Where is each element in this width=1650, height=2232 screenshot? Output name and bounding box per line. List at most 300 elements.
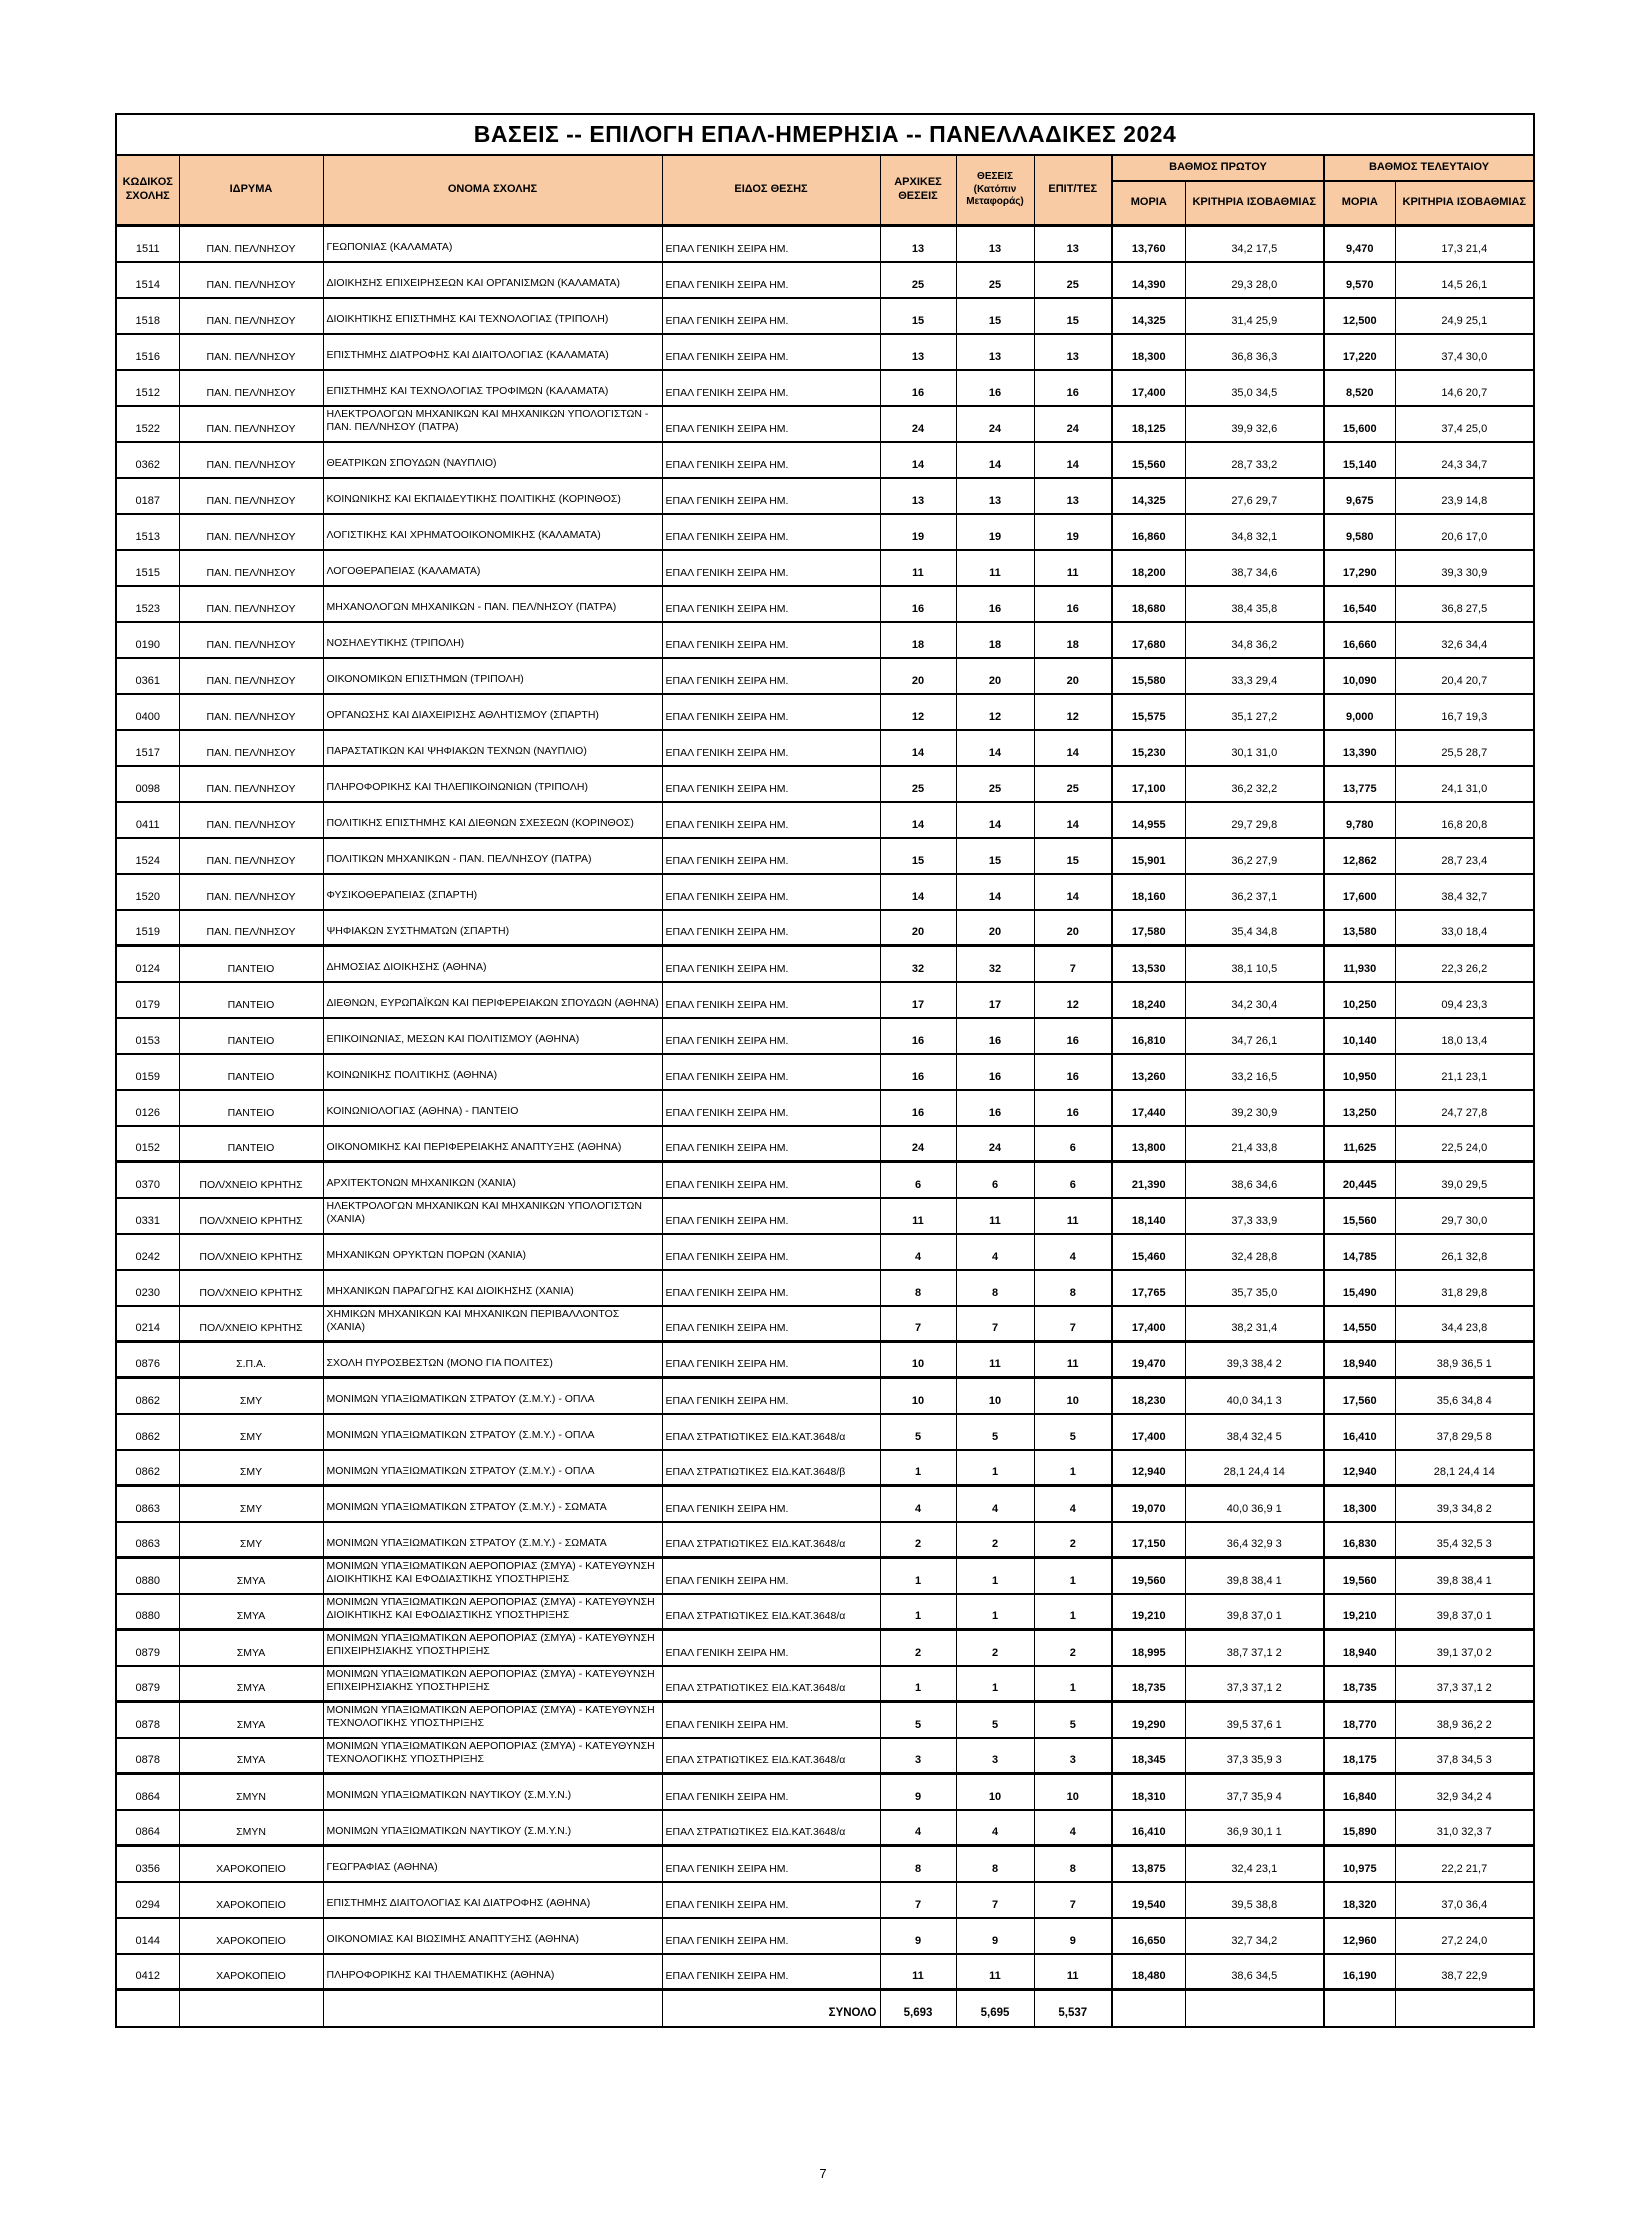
cell-last-moria: 16,190: [1324, 1954, 1395, 1990]
cell-first-criteria: 40,0 34,1 3: [1185, 1378, 1324, 1414]
cell-initial-seats: 14: [880, 442, 956, 478]
cell-school-code: 1514: [116, 262, 179, 298]
cell-initial-seats: 1: [880, 1558, 956, 1594]
cell-first-moria: 16,650: [1112, 1918, 1185, 1954]
cell-transfer-seats: 15: [956, 298, 1034, 334]
cell-initial-seats: 2: [880, 1522, 956, 1558]
cell-last-moria: 12,500: [1324, 298, 1395, 334]
cell-institution: ΠΑΝ. ΠΕΛ/ΝΗΣΟΥ: [179, 766, 323, 802]
table-row: [116, 1594, 1534, 1630]
cell-seat-type: ΕΠΑΛ ΓΕΝΙΚΗ ΣΕΙΡΑ ΗΜ.: [662, 1306, 880, 1342]
cell-school-code: 1511: [116, 226, 179, 262]
table-row: [116, 838, 1534, 874]
cell-seat-type: ΕΠΑΛ ΓΕΝΙΚΗ ΣΕΙΡΑ ΗΜ.: [662, 1558, 880, 1594]
cell-first-criteria: 37,3 35,9 3: [1185, 1738, 1324, 1774]
cell-institution: ΣΜΥΑ: [179, 1594, 323, 1630]
table-row: [116, 1702, 1534, 1738]
cell-first-criteria: 38,4 32,4 5: [1185, 1414, 1324, 1450]
cell-initial-seats: 2: [880, 1630, 956, 1666]
cell-school-code: 0159: [116, 1054, 179, 1090]
cell-school-name: ΠΟΛΙΤΙΚΗΣ ΕΠΙΣΤΗΜΗΣ ΚΑΙ ΔΙΕΘΝΩΝ ΣΧΕΣΕΩΝ (ΚΟΡΙΝΘΟΣ): [323, 802, 662, 838]
cell-school-name: ΕΠΙΣΤΗΜΗΣ ΚΑΙ ΤΕΧΝΟΛΟΓΙΑΣ ΤΡΟΦΙΜΩΝ (ΚΑΛΑΜΑΤΑ): [323, 370, 662, 406]
cell-admitted: 14: [1034, 442, 1112, 478]
cell-school-name: ΠΛΗΡΟΦΟΡΙΚΗΣ ΚΑΙ ΤΗΛΕΠΙΚΟΙΝΩΝΙΩΝ (ΤΡΙΠΟΛΗ): [323, 766, 662, 802]
cell-last-moria: 9,000: [1324, 694, 1395, 730]
table-row: [116, 1270, 1534, 1306]
cell-seat-type: ΕΠΑΛ ΓΕΝΙΚΗ ΣΕΙΡΑ ΗΜ.: [662, 550, 880, 586]
cell-seat-type: ΕΠΑΛ ΓΕΝΙΚΗ ΣΕΙΡΑ ΗΜ.: [662, 838, 880, 874]
cell-last-criteria: 38,9 36,5 1: [1395, 1342, 1534, 1378]
cell-school-code: 0862: [116, 1414, 179, 1450]
cell-first-criteria: 38,7 34,6: [1185, 550, 1324, 586]
cell-school-name: ΛΟΓΟΘΕΡΑΠΕΙΑΣ (ΚΑΛΑΜΑΤΑ): [323, 550, 662, 586]
cell-last-moria: 13,580: [1324, 910, 1395, 946]
cell-last-criteria: 38,9 36,2 2: [1395, 1702, 1534, 1738]
cell-admitted: 5: [1034, 1414, 1112, 1450]
cell-last-criteria: 32,6 34,4: [1395, 622, 1534, 658]
cell-admitted: 16: [1034, 1090, 1112, 1126]
cell-school-code: 0242: [116, 1234, 179, 1270]
cell-admitted: 20: [1034, 658, 1112, 694]
cell-last-moria: 17,600: [1324, 874, 1395, 910]
cell-last-criteria: 37,4 30,0: [1395, 334, 1534, 370]
cell-first-criteria: 32,4 23,1: [1185, 1846, 1324, 1882]
cell-institution: ΠΑΝ. ΠΕΛ/ΝΗΣΟΥ: [179, 406, 323, 442]
cell-initial-seats: 7: [880, 1306, 956, 1342]
cell-last-criteria: 32,9 34,2 4: [1395, 1774, 1534, 1810]
cell-last-moria: 10,950: [1324, 1054, 1395, 1090]
cell-first-criteria: 32,7 34,2: [1185, 1918, 1324, 1954]
cell-school-code: 1519: [116, 910, 179, 946]
cell-seat-type: ΕΠΑΛ ΣΤΡΑΤΙΩΤΙΚΕΣ ΕΙΔ.ΚΑΤ.3648/α: [662, 1594, 880, 1630]
cell-initial-seats: 25: [880, 262, 956, 298]
cell-institution: ΠΑΝΤΕΙΟ: [179, 1126, 323, 1162]
cell-first-moria: 16,410: [1112, 1810, 1185, 1846]
cell-first-criteria: 39,8 38,4 1: [1185, 1558, 1324, 1594]
cell-last-criteria: 39,8 38,4 1: [1395, 1558, 1534, 1594]
cell-seat-type: ΕΠΑΛ ΓΕΝΙΚΗ ΣΕΙΡΑ ΗΜ.: [662, 1918, 880, 1954]
cell-transfer-seats: 25: [956, 766, 1034, 802]
cell-institution: ΣΜΥ: [179, 1522, 323, 1558]
cell-last-criteria: 39,0 29,5: [1395, 1162, 1534, 1198]
cell-last-moria: 16,410: [1324, 1414, 1395, 1450]
cell-school-code: 0863: [116, 1522, 179, 1558]
cell-transfer-seats: 24: [956, 1126, 1034, 1162]
cell-institution: ΠΟΛ/ΧΝΕΙΟ ΚΡΗΤΗΣ: [179, 1306, 323, 1342]
cell-institution: ΠΟΛ/ΧΝΕΙΟ ΚΡΗΤΗΣ: [179, 1270, 323, 1306]
cell-first-moria: 18,680: [1112, 586, 1185, 622]
cell-school-code: 0331: [116, 1198, 179, 1234]
cell-transfer-seats: 5: [956, 1414, 1034, 1450]
cell-transfer-seats: 15: [956, 838, 1034, 874]
cell-first-moria: 18,300: [1112, 334, 1185, 370]
cell-first-moria: 17,150: [1112, 1522, 1185, 1558]
cell-transfer-seats: 16: [956, 586, 1034, 622]
cell-first-criteria: 33,3 29,4: [1185, 658, 1324, 694]
cell-transfer-seats: 14: [956, 802, 1034, 838]
cell-last-moria: 16,660: [1324, 622, 1395, 658]
cell-last-moria: 16,840: [1324, 1774, 1395, 1810]
header-transfer-line3: Μεταφοράς): [966, 196, 1024, 208]
cell-school-code: 1517: [116, 730, 179, 766]
cell-last-criteria: 27,2 24,0: [1395, 1918, 1534, 1954]
cell-initial-seats: 11: [880, 1954, 956, 1990]
cell-first-moria: 15,460: [1112, 1234, 1185, 1270]
cell-school-code: 1524: [116, 838, 179, 874]
cell-first-criteria: 36,2 32,2: [1185, 766, 1324, 802]
cell-admitted: 11: [1034, 1198, 1112, 1234]
cell-last-moria: 9,780: [1324, 802, 1395, 838]
cell-school-code: 0356: [116, 1846, 179, 1882]
cell-first-moria: 18,345: [1112, 1738, 1185, 1774]
cell-seat-type: ΕΠΑΛ ΣΤΡΑΤΙΩΤΙΚΕΣ ΕΙΔ.ΚΑΤ.3648/α: [662, 1738, 880, 1774]
cell-school-code: 0879: [116, 1666, 179, 1702]
cell-first-criteria: 28,7 33,2: [1185, 442, 1324, 478]
cell-last-criteria: 24,3 34,7: [1395, 442, 1534, 478]
cell-first-moria: 14,390: [1112, 262, 1185, 298]
header-row-1: [116, 155, 1534, 181]
cell-school-code: 0144: [116, 1918, 179, 1954]
cell-seat-type: ΕΠΑΛ ΓΕΝΙΚΗ ΣΕΙΡΑ ΗΜ.: [662, 1234, 880, 1270]
cell-transfer-seats: 20: [956, 910, 1034, 946]
cell-institution: ΠΑΝ. ΠΕΛ/ΝΗΣΟΥ: [179, 658, 323, 694]
cell-first-moria: 17,400: [1112, 1414, 1185, 1450]
cell-institution: ΣΜΥΑ: [179, 1630, 323, 1666]
cell-seat-type: ΕΠΑΛ ΓΕΝΙΚΗ ΣΕΙΡΑ ΗΜ.: [662, 1270, 880, 1306]
cell-first-moria: 14,325: [1112, 478, 1185, 514]
cell-school-code: 0878: [116, 1702, 179, 1738]
cell-school-name: ΜΟΝΙΜΩΝ ΥΠΑΞΙΩΜΑΤΙΚΩΝ ΝΑΥΤΙΚΟΥ (Σ.Μ.Υ.Ν.): [323, 1774, 662, 1810]
cell-initial-seats: 13: [880, 226, 956, 262]
table-row: [116, 694, 1534, 730]
cell-institution: ΠΑΝ. ΠΕΛ/ΝΗΣΟΥ: [179, 514, 323, 550]
cell-school-name: ΜΟΝΙΜΩΝ ΥΠΑΞΙΩΜΑΤΙΚΩΝ ΝΑΥΤΙΚΟΥ (Σ.Μ.Υ.Ν.): [323, 1810, 662, 1846]
cell-admitted: 25: [1034, 262, 1112, 298]
total-empty-first-criteria: [1185, 1990, 1324, 2027]
cell-admitted: 8: [1034, 1270, 1112, 1306]
cell-institution: ΠΑΝ. ΠΕΛ/ΝΗΣΟΥ: [179, 730, 323, 766]
table-row: [116, 874, 1534, 910]
cell-school-code: 1520: [116, 874, 179, 910]
cell-first-criteria: 38,7 37,1 2: [1185, 1630, 1324, 1666]
cell-initial-seats: 11: [880, 1198, 956, 1234]
cell-last-criteria: 24,7 27,8: [1395, 1090, 1534, 1126]
table-row: [116, 1666, 1534, 1702]
cell-institution: ΣΜΥ: [179, 1414, 323, 1450]
cell-last-criteria: 31,8 29,8: [1395, 1270, 1534, 1306]
cell-first-moria: 19,210: [1112, 1594, 1185, 1630]
cell-school-code: 0862: [116, 1378, 179, 1414]
header-last-moria: ΜΟΡΙΑ: [1324, 181, 1395, 226]
cell-last-criteria: 31,0 32,3 7: [1395, 1810, 1534, 1846]
cell-institution: ΠΑΝ. ΠΕΛ/ΝΗΣΟΥ: [179, 802, 323, 838]
cell-last-moria: 14,550: [1324, 1306, 1395, 1342]
cell-school-code: 1523: [116, 586, 179, 622]
table-row: [116, 1738, 1534, 1774]
cell-initial-seats: 10: [880, 1342, 956, 1378]
cell-seat-type: ΕΠΑΛ ΓΕΝΙΚΗ ΣΕΙΡΑ ΗΜ.: [662, 1774, 880, 1810]
cell-seat-type: ΕΠΑΛ ΓΕΝΙΚΗ ΣΕΙΡΑ ΗΜ.: [662, 802, 880, 838]
total-empty-first-moria: [1112, 1990, 1185, 2027]
table-row: [116, 226, 1534, 262]
cell-initial-seats: 13: [880, 478, 956, 514]
cell-transfer-seats: 11: [956, 550, 1034, 586]
cell-admitted: 14: [1034, 802, 1112, 838]
cell-seat-type: ΕΠΑΛ ΓΕΝΙΚΗ ΣΕΙΡΑ ΗΜ.: [662, 622, 880, 658]
cell-admitted: 7: [1034, 946, 1112, 982]
cell-first-moria: 18,995: [1112, 1630, 1185, 1666]
cell-seat-type: ΕΠΑΛ ΓΕΝΙΚΗ ΣΕΙΡΑ ΗΜ.: [662, 226, 880, 262]
cell-initial-seats: 25: [880, 766, 956, 802]
cell-first-criteria: 39,2 30,9: [1185, 1090, 1324, 1126]
cell-initial-seats: 9: [880, 1918, 956, 1954]
cell-last-criteria: 22,2 21,7: [1395, 1846, 1534, 1882]
header-admitted: ΕΠΙΤ/ΤΕΣ: [1034, 155, 1112, 226]
cell-seat-type: ΕΠΑΛ ΓΕΝΙΚΗ ΣΕΙΡΑ ΗΜ.: [662, 910, 880, 946]
cell-first-criteria: 38,2 31,4: [1185, 1306, 1324, 1342]
cell-last-moria: 15,890: [1324, 1810, 1395, 1846]
cell-initial-seats: 18: [880, 622, 956, 658]
cell-last-criteria: 35,4 32,5 3: [1395, 1522, 1534, 1558]
cell-admitted: 11: [1034, 1954, 1112, 1990]
table-row: [116, 1954, 1534, 1990]
cell-first-criteria: 21,4 33,8: [1185, 1126, 1324, 1162]
cell-first-moria: 18,140: [1112, 1198, 1185, 1234]
cell-school-name: ΠΑΡΑΣΤΑΤΙΚΩΝ ΚΑΙ ΨΗΦΙΑΚΩΝ ΤΕΧΝΩΝ (ΝΑΥΠΛΙΟ): [323, 730, 662, 766]
cell-first-moria: 18,230: [1112, 1378, 1185, 1414]
cell-seat-type: ΕΠΑΛ ΓΕΝΙΚΗ ΣΕΙΡΑ ΗΜ.: [662, 478, 880, 514]
cell-first-moria: 17,580: [1112, 910, 1185, 946]
cell-first-criteria: 37,7 35,9 4: [1185, 1774, 1324, 1810]
cell-institution: ΠΑΝ. ΠΕΛ/ΝΗΣΟΥ: [179, 370, 323, 406]
cell-last-criteria: 39,8 37,0 1: [1395, 1594, 1534, 1630]
header-transfer-line1: ΘΕΣΕΙΣ: [977, 171, 1013, 183]
cell-last-moria: 20,445: [1324, 1162, 1395, 1198]
cell-first-moria: 19,290: [1112, 1702, 1185, 1738]
cell-last-moria: 10,140: [1324, 1018, 1395, 1054]
header-last-score-group: ΒΑΘΜΟΣ ΤΕΛΕΥΤΑΙΟΥ: [1324, 155, 1534, 181]
cell-transfer-seats: 9: [956, 1918, 1034, 1954]
cell-admitted: 24: [1034, 406, 1112, 442]
total-empty-school: [323, 1990, 662, 2027]
cell-school-name: ΕΠΙΣΤΗΜΗΣ ΔΙΑΙΤΟΛΟΓΙΑΣ ΚΑΙ ΔΙΑΤΡΟΦΗΣ (ΑΘΗΝΑ): [323, 1882, 662, 1918]
cell-admitted: 8: [1034, 1846, 1112, 1882]
cell-first-moria: 17,100: [1112, 766, 1185, 802]
table-row: [116, 1630, 1534, 1666]
cell-school-name: ΧΗΜΙΚΩΝ ΜΗΧΑΝΙΚΩΝ ΚΑΙ ΜΗΧΑΝΙΚΩΝ ΠΕΡΙΒΑΛΛΟΝΤΟΣ (ΧΑΝΙΑ): [323, 1306, 662, 1342]
cell-admitted: 25: [1034, 766, 1112, 802]
cell-initial-seats: 15: [880, 298, 956, 334]
cell-seat-type: ΕΠΑΛ ΓΕΝΙΚΗ ΣΕΙΡΑ ΗΜ.: [662, 1162, 880, 1198]
cell-last-moria: 17,290: [1324, 550, 1395, 586]
cell-school-name: ΔΙΟΙΚΗΤΙΚΗΣ ΕΠΙΣΤΗΜΗΣ ΚΑΙ ΤΕΧΝΟΛΟΓΙΑΣ (ΤΡΙΠΟΛΗ): [323, 298, 662, 334]
cell-school-name: ΗΛΕΚΤΡΟΛΟΓΩΝ ΜΗΧΑΝΙΚΩΝ ΚΑΙ ΜΗΧΑΝΙΚΩΝ ΥΠΟΛΟΓΙΣΤΩΝ - ΠΑΝ. ΠΕΛ/ΝΗΣΟΥ (ΠΑΤΡΑ): [323, 406, 662, 442]
cell-last-criteria: 37,4 25,0: [1395, 406, 1534, 442]
cell-last-moria: 15,560: [1324, 1198, 1395, 1234]
cell-initial-seats: 16: [880, 1090, 956, 1126]
cell-last-moria: 15,140: [1324, 442, 1395, 478]
cell-first-criteria: 30,1 31,0: [1185, 730, 1324, 766]
cell-institution: ΠΑΝ. ΠΕΛ/ΝΗΣΟΥ: [179, 622, 323, 658]
cell-first-moria: 13,260: [1112, 1054, 1185, 1090]
cell-first-moria: 21,390: [1112, 1162, 1185, 1198]
cell-school-code: 0400: [116, 694, 179, 730]
cell-transfer-seats: 16: [956, 1018, 1034, 1054]
cell-last-criteria: 22,3 26,2: [1395, 946, 1534, 982]
cell-institution: ΣΜΥΑ: [179, 1702, 323, 1738]
table-row: [116, 982, 1534, 1018]
cell-school-code: 0411: [116, 802, 179, 838]
cell-last-moria: 13,390: [1324, 730, 1395, 766]
cell-transfer-seats: 7: [956, 1882, 1034, 1918]
cell-school-name: ΜΟΝΙΜΩΝ ΥΠΑΞΙΩΜΑΤΙΚΩΝ ΣΤΡΑΤΟΥ (Σ.Μ.Υ.) - ΟΠΛΑ: [323, 1450, 662, 1486]
cell-first-moria: 18,160: [1112, 874, 1185, 910]
cell-institution: ΣΜΥ: [179, 1378, 323, 1414]
header-institution: ΙΔΡΥΜΑ: [179, 155, 323, 226]
header-school-code: ΚΩΔΙΚΟΣ ΣΧΟΛΗΣ: [116, 155, 179, 226]
cell-transfer-seats: 16: [956, 1054, 1034, 1090]
table-row: [116, 1558, 1534, 1594]
cell-school-name: ΔΙΕΘΝΩΝ, ΕΥΡΩΠΑΪΚΩΝ ΚΑΙ ΠΕΡΙΦΕΡΕΙΑΚΩΝ ΣΠΟΥΔΩΝ (ΑΘΗΝΑ): [323, 982, 662, 1018]
cell-school-name: ΜΗΧΑΝΟΛΟΓΩΝ ΜΗΧΑΝΙΚΩΝ - ΠΑΝ. ΠΕΛ/ΝΗΣΟΥ (ΠΑΤΡΑ): [323, 586, 662, 622]
cell-school-code: 0126: [116, 1090, 179, 1126]
cell-initial-seats: 1: [880, 1666, 956, 1702]
total-empty-last-moria: [1324, 1990, 1395, 2027]
cell-admitted: 7: [1034, 1306, 1112, 1342]
cell-first-criteria: 28,1 24,4 14: [1185, 1450, 1324, 1486]
cell-seat-type: ΕΠΑΛ ΓΕΝΙΚΗ ΣΕΙΡΑ ΗΜ.: [662, 262, 880, 298]
cell-last-moria: 9,470: [1324, 226, 1395, 262]
table-row: [116, 766, 1534, 802]
cell-admitted: 10: [1034, 1378, 1112, 1414]
cell-admitted: 12: [1034, 982, 1112, 1018]
cell-seat-type: ΕΠΑΛ ΣΤΡΑΤΙΩΤΙΚΕΣ ΕΙΔ.ΚΑΤ.3648/α: [662, 1666, 880, 1702]
cell-last-moria: 18,770: [1324, 1702, 1395, 1738]
cell-transfer-seats: 18: [956, 622, 1034, 658]
cell-last-moria: 16,540: [1324, 586, 1395, 622]
table-row: [116, 1090, 1534, 1126]
cell-last-criteria: 38,7 22,9: [1395, 1954, 1534, 1990]
table-row: [116, 910, 1534, 946]
total-transfer-seats: 5,695: [956, 1990, 1034, 2027]
cell-first-criteria: 34,2 17,5: [1185, 226, 1324, 262]
cell-first-moria: 18,735: [1112, 1666, 1185, 1702]
cell-school-code: 1516: [116, 334, 179, 370]
cell-institution: ΧΑΡΟΚΟΠΕΙΟ: [179, 1954, 323, 1990]
cell-initial-seats: 14: [880, 874, 956, 910]
cell-school-name: ΠΛΗΡΟΦΟΡΙΚΗΣ ΚΑΙ ΤΗΛΕΜΑΤΙΚΗΣ (ΑΘΗΝΑ): [323, 1954, 662, 1990]
cell-first-criteria: 35,4 34,8: [1185, 910, 1324, 946]
cell-first-criteria: 36,2 27,9: [1185, 838, 1324, 874]
cell-initial-seats: 1: [880, 1450, 956, 1486]
cell-initial-seats: 20: [880, 658, 956, 694]
cell-first-criteria: 34,8 32,1: [1185, 514, 1324, 550]
table-row: [116, 1450, 1534, 1486]
cell-admitted: 3: [1034, 1738, 1112, 1774]
cell-initial-seats: 20: [880, 910, 956, 946]
cell-initial-seats: 5: [880, 1702, 956, 1738]
cell-transfer-seats: 32: [956, 946, 1034, 982]
cell-admitted: 1: [1034, 1666, 1112, 1702]
cell-seat-type: ΕΠΑΛ ΓΕΝΙΚΗ ΣΕΙΡΑ ΗΜ.: [662, 1954, 880, 1990]
cell-last-moria: 15,490: [1324, 1270, 1395, 1306]
cell-first-moria: 14,325: [1112, 298, 1185, 334]
cell-school-code: 0878: [116, 1738, 179, 1774]
cell-school-name: ΜΟΝΙΜΩΝ ΥΠΑΞΙΩΜΑΤΙΚΩΝ ΣΤΡΑΤΟΥ (Σ.Μ.Υ.) - ΟΠΛΑ: [323, 1414, 662, 1450]
cell-school-code: 1522: [116, 406, 179, 442]
cell-seat-type: ΕΠΑΛ ΓΕΝΙΚΗ ΣΕΙΡΑ ΗΜ.: [662, 1630, 880, 1666]
cell-school-name: ΨΗΦΙΑΚΩΝ ΣΥΣΤΗΜΑΤΩΝ (ΣΠΑΡΤΗ): [323, 910, 662, 946]
cell-school-code: 0862: [116, 1450, 179, 1486]
cell-school-name: ΜΟΝΙΜΩΝ ΥΠΑΞΙΩΜΑΤΙΚΩΝ ΑΕΡΟΠΟΡΙΑΣ (ΣΜΥΑ) - ΚΑΤΕΥΘΥΝΣΗ ΔΙΟΙΚΗΤΙΚΗΣ ΚΑΙ ΕΦΟΔΙΑΣΤΙΚΗΣ ΥΠΟΣΤΗΡΙΞΗΣ: [323, 1594, 662, 1630]
cell-school-name: ΜΟΝΙΜΩΝ ΥΠΑΞΙΩΜΑΤΙΚΩΝ ΑΕΡΟΠΟΡΙΑΣ (ΣΜΥΑ) - ΚΑΤΕΥΘΥΝΣΗ ΕΠΙΧΕΙΡΗΣΙΑΚΗΣ ΥΠΟΣΤΗΡΙΞΗΣ: [323, 1666, 662, 1702]
cell-first-moria: 19,540: [1112, 1882, 1185, 1918]
cell-transfer-seats: 16: [956, 1090, 1034, 1126]
cell-school-code: 1513: [116, 514, 179, 550]
cell-school-name: ΟΙΚΟΝΟΜΙΚΩΝ ΕΠΙΣΤΗΜΩΝ (ΤΡΙΠΟΛΗ): [323, 658, 662, 694]
cell-seat-type: ΕΠΑΛ ΓΕΝΙΚΗ ΣΕΙΡΑ ΗΜ.: [662, 694, 880, 730]
cell-first-moria: 13,800: [1112, 1126, 1185, 1162]
cell-school-code: 0412: [116, 1954, 179, 1990]
cell-transfer-seats: 8: [956, 1846, 1034, 1882]
cell-transfer-seats: 17: [956, 982, 1034, 1018]
cell-transfer-seats: 2: [956, 1630, 1034, 1666]
header-transfer-line2: (Κατόπιν: [973, 183, 1017, 195]
table-row: [116, 1126, 1534, 1162]
total-label: ΣΥΝΟΛΟ: [662, 1990, 880, 2027]
cell-transfer-seats: 11: [956, 1198, 1034, 1234]
cell-first-criteria: 36,9 30,1 1: [1185, 1810, 1324, 1846]
cell-seat-type: ΕΠΑΛ ΓΕΝΙΚΗ ΣΕΙΡΑ ΗΜ.: [662, 1054, 880, 1090]
cell-initial-seats: 16: [880, 1018, 956, 1054]
cell-seat-type: ΕΠΑΛ ΓΕΝΙΚΗ ΣΕΙΡΑ ΗΜ.: [662, 298, 880, 334]
cell-school-name: ΑΡΧΙΤΕΚΤΟΝΩΝ ΜΗΧΑΝΙΚΩΝ (ΧΑΝΙΑ): [323, 1162, 662, 1198]
cell-admitted: 11: [1034, 550, 1112, 586]
cell-transfer-seats: 13: [956, 478, 1034, 514]
cell-school-code: 0214: [116, 1306, 179, 1342]
cell-last-moria: 18,175: [1324, 1738, 1395, 1774]
cell-initial-seats: 17: [880, 982, 956, 1018]
cell-initial-seats: 16: [880, 586, 956, 622]
page-title: ΒΑΣΕΙΣ -- ΕΠΙΛΟΓΗ ΕΠΑΛ-ΗΜΕΡΗΣΙΑ -- ΠΑΝΕΛΛΑΔΙΚΕΣ 2024: [116, 114, 1534, 155]
cell-seat-type: ΕΠΑΛ ΓΕΝΙΚΗ ΣΕΙΡΑ ΗΜ.: [662, 874, 880, 910]
cell-seat-type: ΕΠΑΛ ΓΕΝΙΚΗ ΣΕΙΡΑ ΗΜ.: [662, 334, 880, 370]
cell-school-code: 0230: [116, 1270, 179, 1306]
cell-seat-type: ΕΠΑΛ ΓΕΝΙΚΗ ΣΕΙΡΑ ΗΜ.: [662, 982, 880, 1018]
cell-last-criteria: 35,6 34,8 4: [1395, 1378, 1534, 1414]
cell-first-moria: 13,530: [1112, 946, 1185, 982]
cell-institution: ΣΜΥΑ: [179, 1666, 323, 1702]
table-row: [116, 1774, 1534, 1810]
cell-last-moria: 16,830: [1324, 1522, 1395, 1558]
cell-institution: ΧΑΡΟΚΟΠΕΙΟ: [179, 1846, 323, 1882]
cell-school-code: 1518: [116, 298, 179, 334]
cell-transfer-seats: 4: [956, 1486, 1034, 1522]
cell-last-criteria: 38,4 32,7: [1395, 874, 1534, 910]
cell-seat-type: ΕΠΑΛ ΓΕΝΙΚΗ ΣΕΙΡΑ ΗΜ.: [662, 1018, 880, 1054]
cell-last-moria: 13,775: [1324, 766, 1395, 802]
cell-initial-seats: 10: [880, 1378, 956, 1414]
cell-school-name: ΛΟΓΙΣΤΙΚΗΣ ΚΑΙ ΧΡΗΜΑΤΟΟΙΚΟΝΟΜΙΚΗΣ (ΚΑΛΑΜΑΤΑ): [323, 514, 662, 550]
cell-initial-seats: 12: [880, 694, 956, 730]
cell-last-criteria: 14,5 26,1: [1395, 262, 1534, 298]
cell-institution: ΧΑΡΟΚΟΠΕΙΟ: [179, 1918, 323, 1954]
cell-last-criteria: 37,3 37,1 2: [1395, 1666, 1534, 1702]
cell-last-criteria: 39,1 37,0 2: [1395, 1630, 1534, 1666]
cell-first-criteria: 39,3 38,4 2: [1185, 1342, 1324, 1378]
cell-admitted: 11: [1034, 1342, 1112, 1378]
cell-admitted: 6: [1034, 1162, 1112, 1198]
